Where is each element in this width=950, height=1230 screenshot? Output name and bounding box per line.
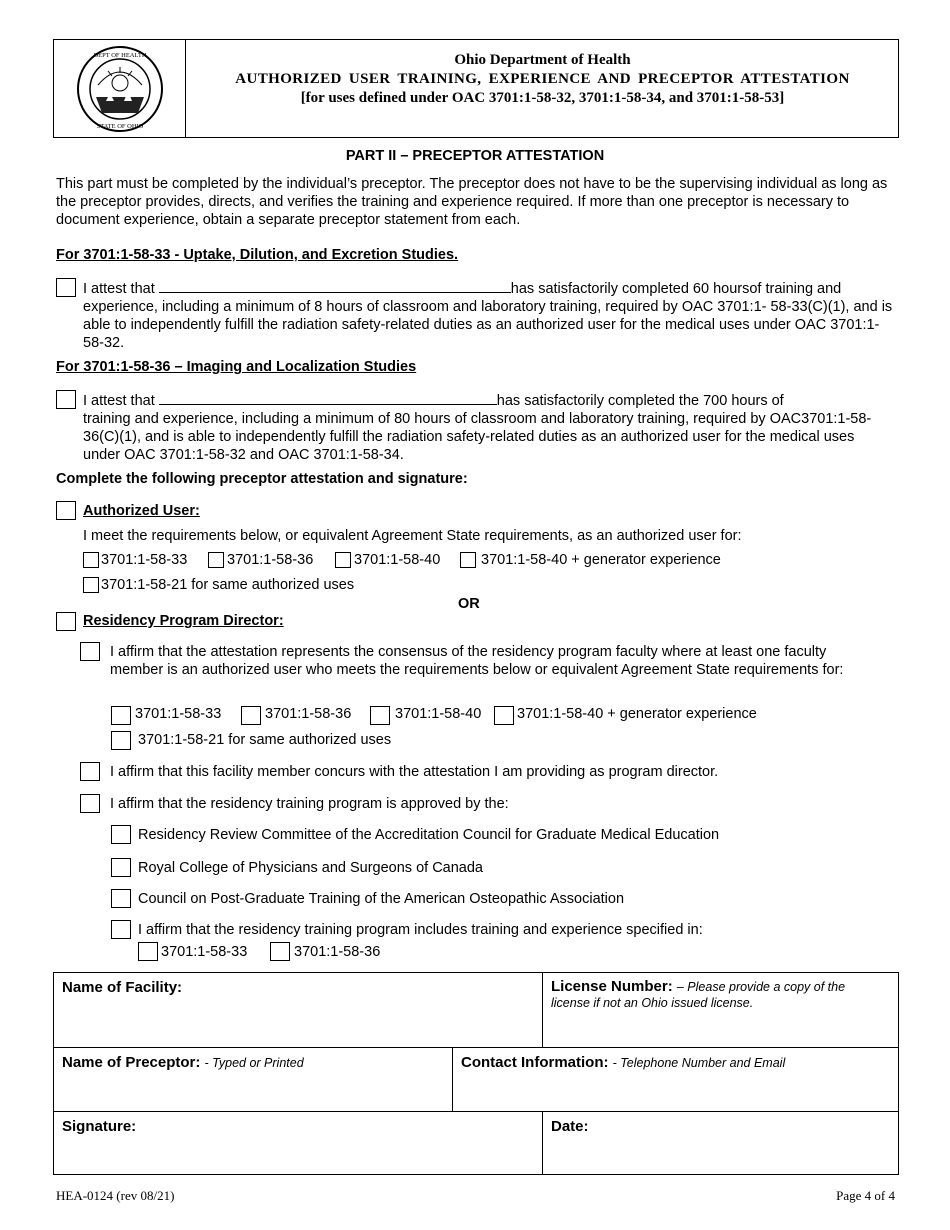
approver-label: Residency Review Committee of the Accreditation Council for Graduate Medical Education xyxy=(138,827,720,843)
footer-form-id: HEA-0124 (rev 08/21) xyxy=(56,1188,175,1203)
preceptor-name-hint: - Typed or Printed xyxy=(204,1056,304,1070)
res-option-checkbox[interactable] xyxy=(370,706,390,725)
final-option-checkbox[interactable] xyxy=(270,942,290,961)
res-option-label: 3701:1-58-33 xyxy=(135,706,222,722)
authorized-user-checkbox[interactable] xyxy=(56,501,76,520)
res-option-label: 3701:1-58-36 xyxy=(265,706,352,722)
section2-attest-prefix: I attest that xyxy=(83,393,155,409)
approver-checkbox[interactable] xyxy=(111,858,131,877)
date-label: Date: xyxy=(551,1118,589,1135)
section1-checkbox[interactable] xyxy=(56,278,76,297)
or-label: OR xyxy=(458,596,480,612)
header-box xyxy=(53,39,899,138)
au-option-label: 3701:1-58-40 + generator experience xyxy=(481,552,721,568)
residency-affirm4: I affirm that the residency training program includes training and experience specified in: xyxy=(138,922,703,938)
section1-attest-prefix: I attest that xyxy=(83,281,155,297)
au-option-checkbox[interactable] xyxy=(83,577,99,593)
au-option-checkbox[interactable] xyxy=(460,552,476,568)
date-field[interactable] xyxy=(542,1111,899,1175)
intro-paragraph: This part must be completed by the individual’s preceptor. The preceptor does not have to be the supervising individual as long as the preceptor provides, directs, and verifies the training and experience required. If more than one preceptor is necessary to document experience, obtain a separate preceptor statement from each. xyxy=(56,176,888,228)
svg-text:DEPT OF HEALTH: DEPT OF HEALTH xyxy=(93,52,147,59)
approver-label: Council on Post-Graduate Training of the American Osteopathic Association xyxy=(138,891,625,907)
license-number-hint: – Please provide a copy of the license if not an Ohio issued license. xyxy=(551,980,846,1010)
res-option-label: 3701:1-58-40 xyxy=(395,706,482,722)
header-agency: Ohio Department of Health xyxy=(454,52,631,68)
section1-attest-rest: experience, including a minimum of 8 hours of classroom and laboratory training, required by OAC 3701:1- 58-33(C)(1), and is able to independently fulfill the radiation safety-related duties as an authorized user for the medical uses under OAC 3701:1-58-32. xyxy=(83,299,893,351)
au-option-checkbox[interactable] xyxy=(208,552,224,568)
section1-heading: For 3701:1-58-33 - Uptake, Dilution, and Excretion Studies. xyxy=(56,247,459,263)
res-option-checkbox[interactable] xyxy=(494,706,514,725)
preceptor-name-field[interactable] xyxy=(53,1047,453,1112)
final-option-label: 3701:1-58-33 xyxy=(161,944,248,960)
approver-label: Royal College of Physicians and Surgeons of Canada xyxy=(138,860,483,876)
residency-affirm1-checkbox[interactable] xyxy=(80,642,100,661)
res-option-checkbox[interactable] xyxy=(241,706,261,725)
residency-affirm1: I affirm that the attestation represents the consensus of the residency program faculty where at least one faculty member is an authorized user who meets the requirements below or equivalent Agreement State requirements for: xyxy=(110,644,844,678)
au-option-checkbox[interactable] xyxy=(83,552,99,568)
res-option-label: 3701:1-58-21 for same authorized uses xyxy=(138,732,392,748)
section1-attest xyxy=(83,278,895,352)
section2-attest-rest: training and experience, including a minimum of 80 hours of classroom and laboratory training, required by OAC3701:1-58-36(C)(1), and is able to independently fulfill the radiation safety-related duties as an authorized user for the medical uses under OAC 3701:1-58-32 and OAC 3701:1-58-34. xyxy=(83,411,872,463)
res-option-checkbox[interactable] xyxy=(111,706,131,725)
complete-heading: Complete the following preceptor attestation and signature: xyxy=(56,471,468,487)
residency-affirm2: I affirm that this facility member concurs with the attestation I am providing as program director. xyxy=(110,764,719,780)
signature-label: Signature: xyxy=(62,1118,137,1135)
contact-info-field[interactable] xyxy=(452,1047,899,1112)
facility-name-label: Name of Facility: xyxy=(62,979,183,996)
residency-affirm3-checkbox[interactable] xyxy=(80,794,100,813)
residency-affirm3: I affirm that the residency training program is approved by the: xyxy=(110,796,509,812)
license-number-text xyxy=(551,979,871,1011)
svg-text:STATE OF OHIO: STATE OF OHIO xyxy=(96,123,144,130)
footer-page-number: Page 4 of 4 xyxy=(836,1188,895,1203)
au-option-label: 3701:1-58-33 xyxy=(101,552,188,568)
au-option-label: 3701:1-58-40 xyxy=(354,552,441,568)
trainee-name-field-2[interactable] xyxy=(159,390,497,405)
approver-checkbox[interactable] xyxy=(111,889,131,908)
approver-checkbox[interactable] xyxy=(111,825,131,844)
au-option-checkbox[interactable] xyxy=(335,552,351,568)
section2-heading: For 3701:1-58-36 – Imaging and Localization Studies xyxy=(56,359,417,375)
ohio-health-seal-icon xyxy=(76,45,164,133)
contact-info-hint: - Telephone Number and Email xyxy=(612,1056,786,1070)
part-title: PART II – PRECEPTOR ATTESTATION xyxy=(345,148,605,164)
res-option-label: 3701:1-58-40 + generator experience xyxy=(517,706,757,722)
header-subtitle: [for uses defined under OAC 3701:1-58-32, 3701:1-58-34, and 3701:1-58-53] xyxy=(300,90,785,106)
final-option-checkbox[interactable] xyxy=(138,942,158,961)
authorized-user-statement: I meet the requirements below, or equivalent Agreement State requirements, as an authorized user for: xyxy=(83,528,742,544)
trainee-name-field-1[interactable] xyxy=(159,278,511,293)
section1-attest-suffix: has satisfactorily completed 60 hoursof training and xyxy=(510,281,842,297)
residency-affirm2-checkbox[interactable] xyxy=(80,762,100,781)
residency-affirm4-checkbox[interactable] xyxy=(111,920,131,939)
facility-name-field[interactable] xyxy=(53,972,543,1048)
preceptor-name-text xyxy=(62,1054,304,1071)
section2-attest xyxy=(83,390,895,464)
authorized-user-label: Authorized User: xyxy=(83,503,200,519)
au-option-label: 3701:1-58-36 xyxy=(227,552,314,568)
residency-director-label: Residency Program Director: xyxy=(83,613,284,629)
section2-checkbox[interactable] xyxy=(56,390,76,409)
license-number-label: License Number: xyxy=(551,978,673,995)
residency-director-checkbox[interactable] xyxy=(56,612,76,631)
res-option-checkbox[interactable] xyxy=(111,731,131,750)
preceptor-name-label: Name of Preceptor: xyxy=(62,1054,201,1071)
contact-info-label: Contact Information: xyxy=(461,1054,609,1071)
signature-field[interactable] xyxy=(53,1111,543,1175)
section2-attest-suffix: has satisfactorily completed the 700 hours of xyxy=(496,393,784,409)
license-number-field[interactable] xyxy=(542,972,899,1048)
au-option-label: 3701:1-58-21 for same authorized uses xyxy=(101,577,355,593)
contact-info-text xyxy=(461,1054,785,1071)
header-title: AUTHORIZED USER TRAINING, EXPERIENCE AND PRECEPTOR ATTESTATION xyxy=(235,71,850,87)
final-option-label: 3701:1-58-36 xyxy=(294,944,381,960)
